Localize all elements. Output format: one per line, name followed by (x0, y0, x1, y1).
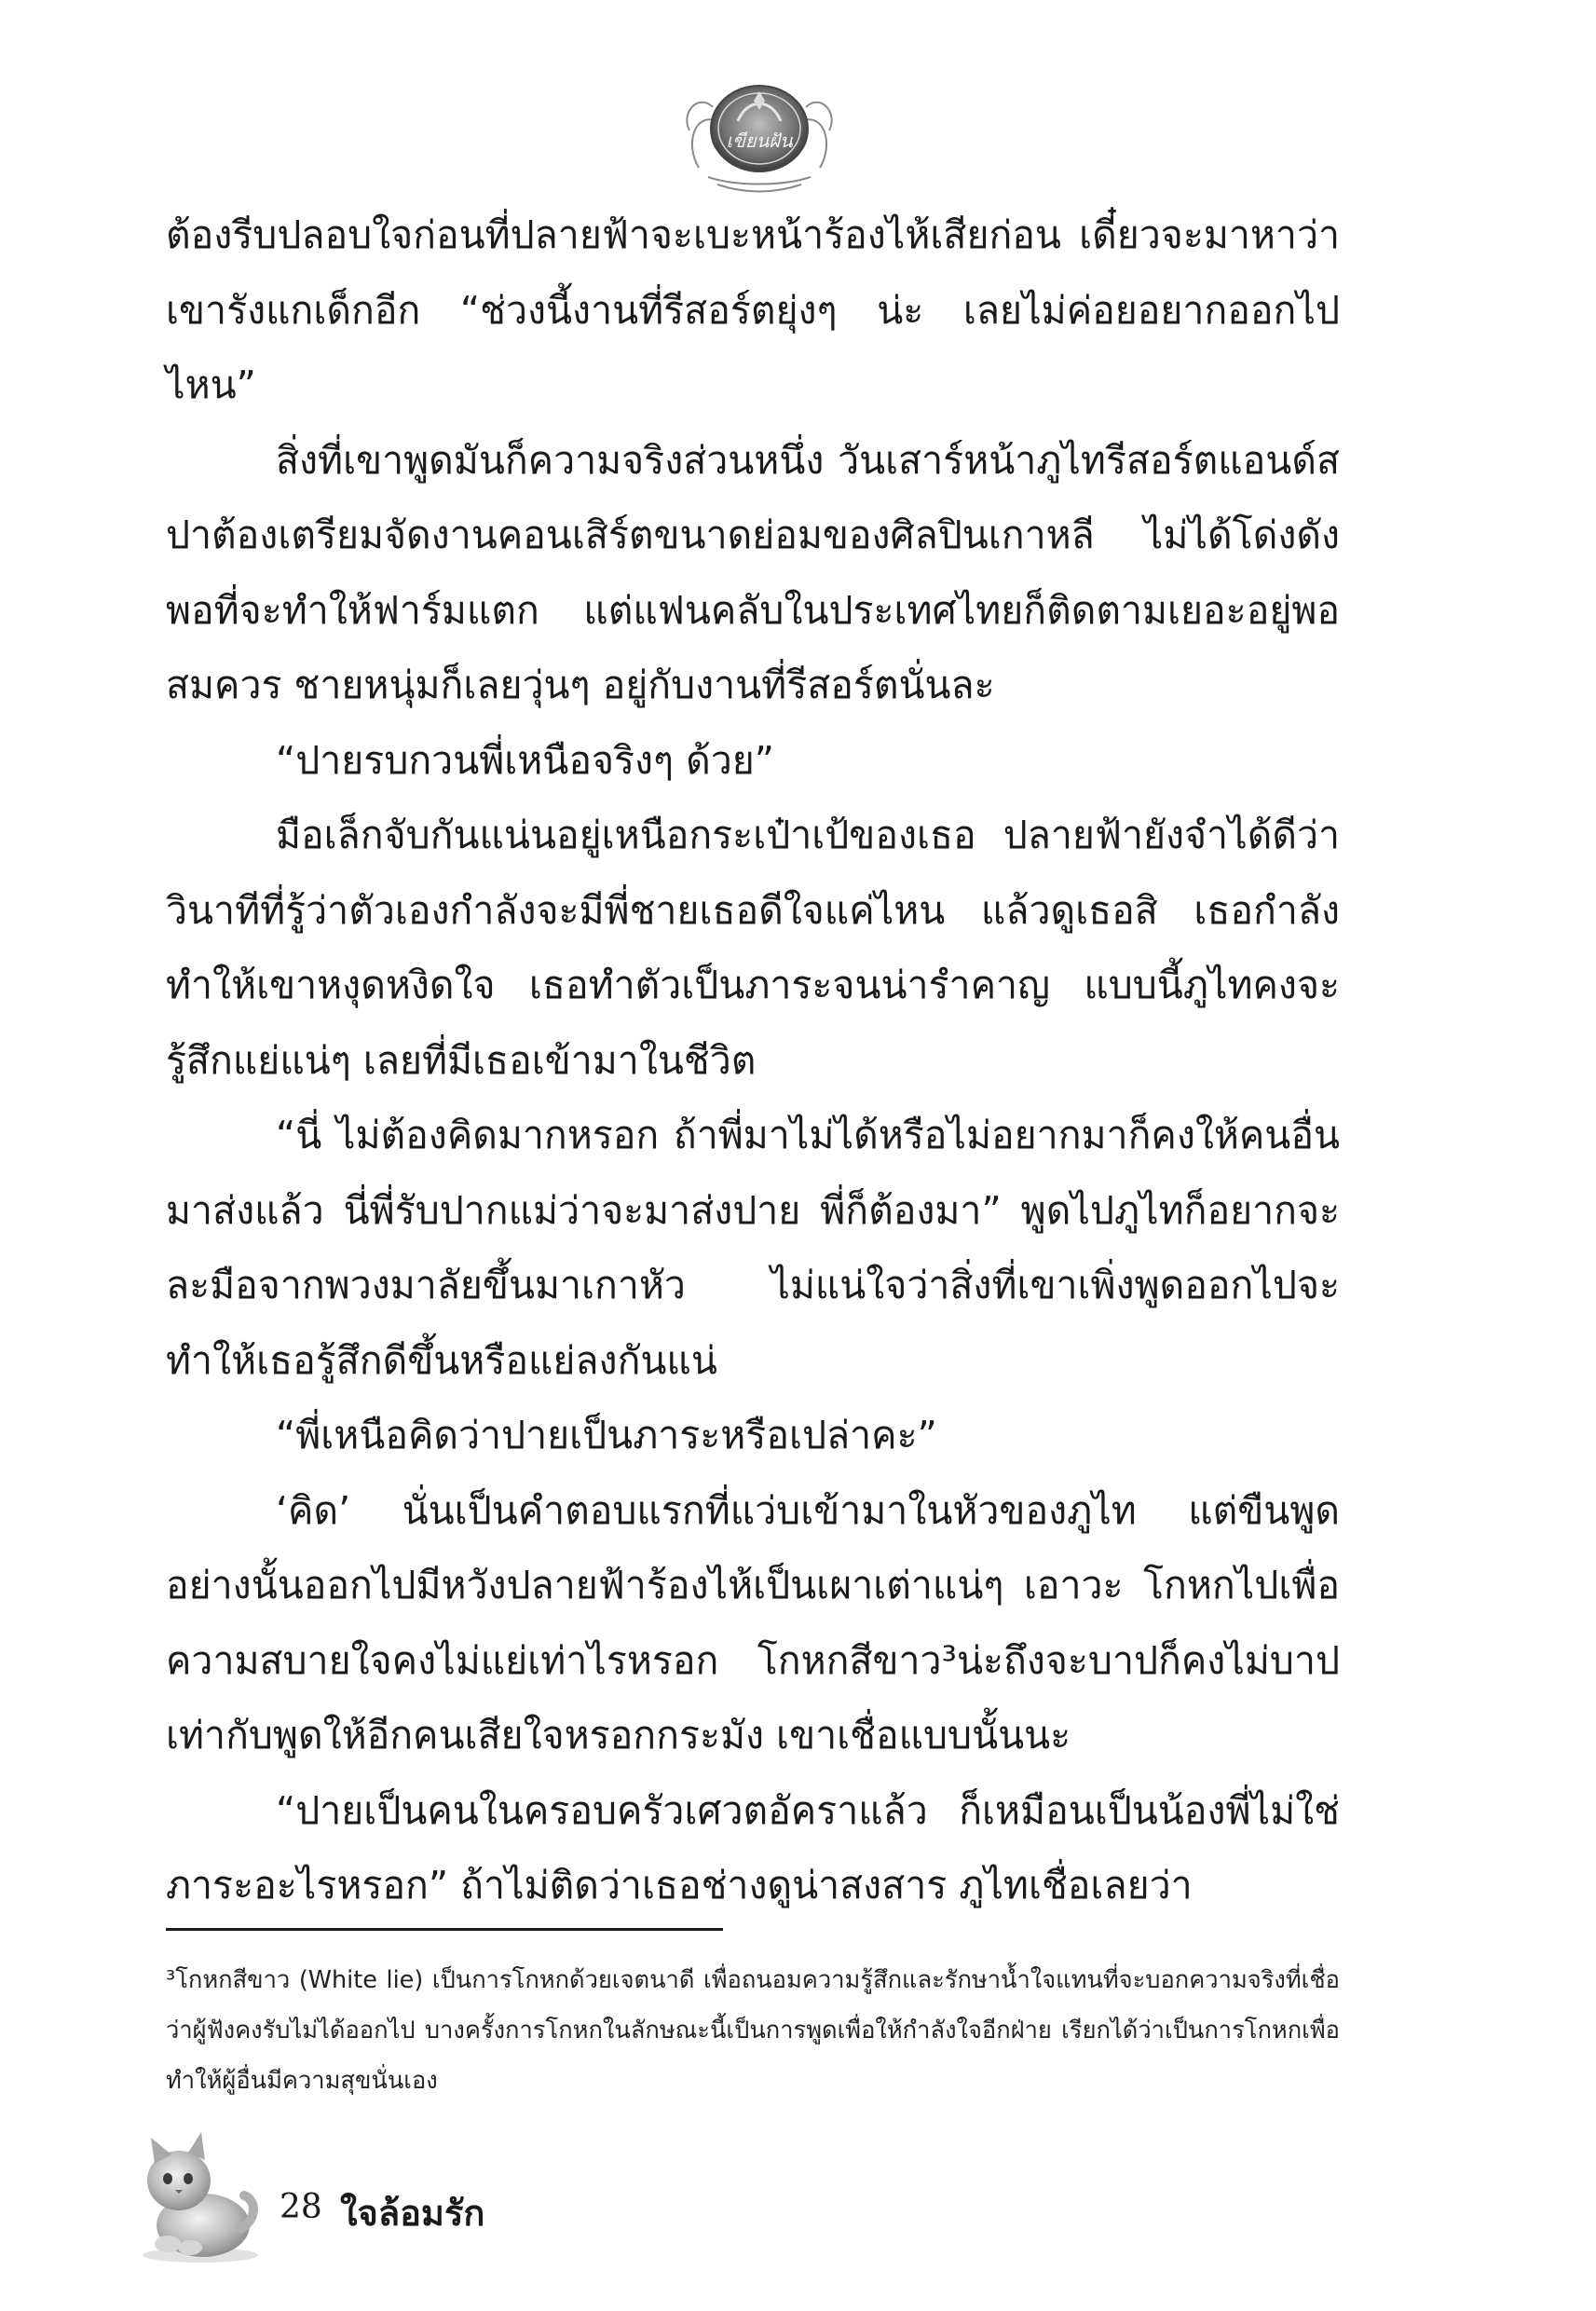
page-number: 28 (280, 2188, 322, 2226)
ornamental-logo-icon (680, 56, 839, 196)
footnote: ³โกหกสีขาว (White lie) เป็นการโกหกด้วยเจตนาดี เพื่อถนอมความรู้สึกและรักษาน้ำใจแทนที่จะบอกความจริงที่เชื่อว่าผู้ฟังคงรับไม่ได้ออกไป บางครั้งการโกหกในลักษณะนี้เป็นการพูดเพื่อให้กำลังใจอีกฝ่าย เรียกได้ว่าเป็นการโกหกเพื่อทำให้ผู้อื่นมีความสุขนั่นเอง (166, 1966, 1340, 2095)
paragraph: “นี่ ไม่ต้องคิดมากหรอก ถ้าพี่มาไม่ได้หรือไม่อยากมาก็คงให้คนอื่นมาส่งแล้ว นี่พี่รับปากแม่ว่าจะมาส่งปาย พี่ก็ต้องมา” พูดไปภูไทก็อยากจะละมือจากพวงมาลัยขึ้นมาเกาหัว ไม่แน่ใจว่าสิ่งที่เขาเพิ่งพูดออกไปจะทำให้เธอรู้สึกดีขึ้นหรือแย่ลงกันแน่ (166, 1113, 1340, 1383)
paragraph: “พี่เหนือคิดว่าปายเป็นภาระหรือเปล่าคะ” (276, 1413, 937, 1457)
paragraph: ‘คิด’ นั่นเป็นคำตอบแรกที่แว่บเข้ามาในหัวของภูไท แต่ขืนพูดอย่างนั้นออกไปมีหวังปลายฟ้าร้องไห้เป็นเผาเต่าแน่ๆ เอาวะ โกหกไปเพื่อความสบายใจคงไม่แย่เท่าไรหรอก โกหกสีขาว³น่ะถึงจะบาปก็คงไม่บาปเท่ากับพูดให้อีกคนเสียใจหรอกกระมัง เขาเชื่อแบบนั้นนะ (166, 1487, 1340, 1757)
paragraph: “ปายรบกวนพี่เหนือจริงๆ ด้วย” (276, 737, 774, 783)
paragraph: ต้องรีบปลอบใจก่อนที่ปลายฟ้าจะเบะหน้าร้องไห้เสียก่อน เดี๋ยวจะมาหาว่าเขารังแกเด็กอีก “ช่วงนี้งานที่รีสอร์ตยุ่งๆ น่ะ เลยไม่ค่อยอยากออกไปไหน” (166, 212, 1340, 407)
kitten-icon (130, 2125, 261, 2264)
footnote-rule (166, 1928, 723, 1931)
book-title: ใจล้อมรัก (340, 2193, 485, 2234)
paragraph: สิ่งที่เขาพูดมันก็ความจริงส่วนหนึ่ง วันเสาร์หน้าภูไทรีสอร์ตแอนด์สปาต้องเตรียมจัดงานคอนเสิร์ตขนาดย่อมของศิลปินเกาหลี ไม่ได้โด่งดังพอที่จะทำให้ฟาร์มแตก แต่แฟนคลับในประเทศไทยก็ติดตามเยอะอยู่พอสมควร ชายหนุ่มก็เลยวุ่นๆ อยู่กับงานที่รีสอร์ตนั่นละ (166, 437, 1340, 707)
paragraph: “ปายเป็นคนในครอบครัวเศวตอัคราแล้ว ก็เหมือนเป็นน้องพี่ไม่ใช่ภาระอะไรหรอก” ถ้าไม่ติดว่าเธอช่างดูน่าสงสาร ภูไทเชื่อเลยว่า (166, 1787, 1340, 1908)
logo-text: เขียนฝัน (726, 130, 793, 152)
paragraph: มือเล็กจับกันแน่นอยู่เหนือกระเป๋าเป้ของเธอ ปลายฟ้ายังจำได้ดีว่าวินาทีที่รู้ว่าตัวเองกำลังจะมีพี่ชายเธอดีใจแค่ไหน แล้วดูเธอสิ เธอกำลังทำให้เขาหงุดหงิดใจ เธอทำตัวเป็นภาระจนน่ารำคาญ แบบนี้ภูไทคงจะรู้สึกแย่แน่ๆ เลยที่มีเธอเข้ามาในชีวิต (166, 813, 1340, 1083)
body-text (166, 198, 1340, 1923)
